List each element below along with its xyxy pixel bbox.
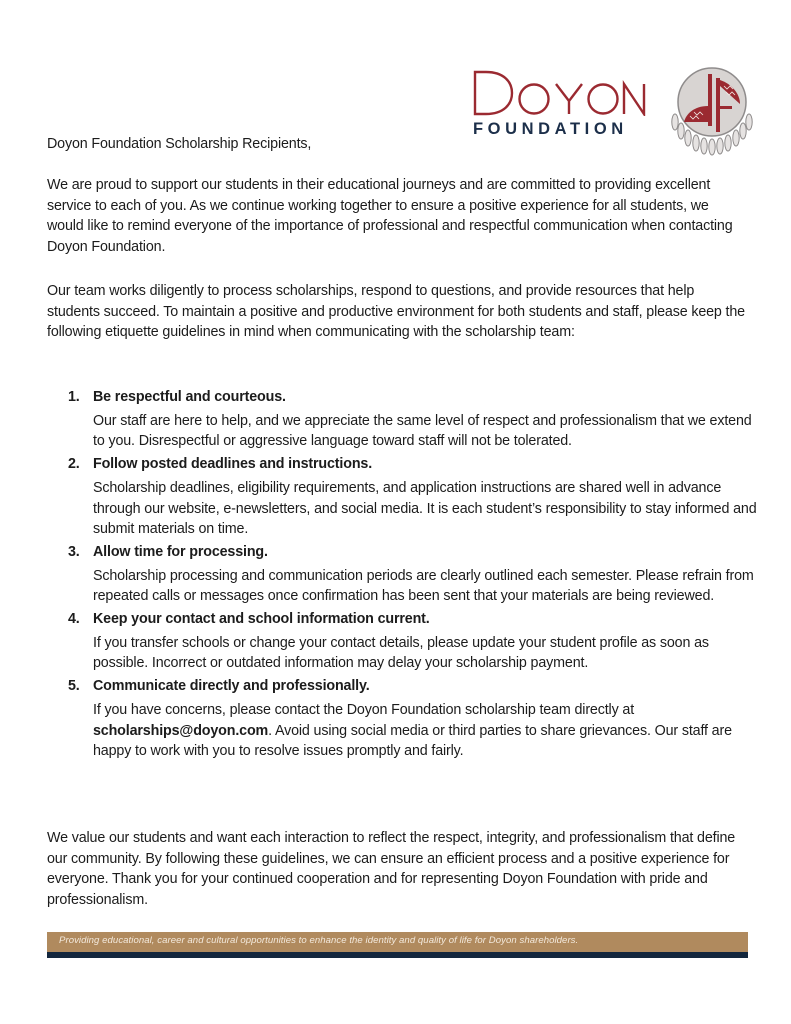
guideline-item (68, 387, 758, 452)
guideline-text-after: . Avoid using social media or third parties to share grievances. Our staff are happy to work with you to resolve issues promptly and fairly. (93, 722, 732, 760)
footer-mission-band (47, 932, 748, 952)
guideline-number: 2. (68, 456, 80, 473)
guideline-text: Scholarship processing and communication periods are clearly outlined each semester. Please refrain from repeated calls or messages once confirmation has been sent that your materials are being reviewed. (93, 567, 754, 605)
doyon-wordmark (472, 70, 648, 116)
etiquette-guidelines-list (68, 387, 758, 764)
guideline-title: Be respectful and courteous. (93, 389, 286, 405)
guideline-text (93, 700, 758, 762)
guideline-number: 4. (68, 611, 80, 628)
guideline-item (68, 609, 758, 674)
guideline-title: Follow posted deadlines and instructions. (93, 456, 373, 473)
guideline-title: Communicate directly and professionally. (93, 678, 370, 695)
guideline-text-before: If you have concerns, please contact the Doyon Foundation scholarship team directly at (93, 701, 635, 718)
guideline-text: Scholarship deadlines, eligibility requirements, and application instructions are shared well in advance through our website, e-newsletters, and social media. It is each student’s responsibility to stay informed and submit materials on time. (93, 479, 757, 538)
guideline-item (68, 454, 758, 540)
paragraph-text: Our team works diligently to process scholarships, respond to questions, and provide resources that help students succeed. To maintain a positive and productive environment for both students and staff, please keep the following etiquette guidelines in mind when communicating with the scholarship team: (47, 283, 745, 341)
salutation: Doyon Foundation Scholarship Recipients, (47, 136, 312, 152)
guideline-title: Keep your contact and school information current. (93, 611, 430, 628)
paragraph-text: We are proud to support our students in their educational journeys and are committed to providing excellent service to each of you. As we continue working together to ensure a positive experience for all students, we would like to remind everyone of the importance of professional and respectful communication when contacting Doyon Foundation. (47, 177, 733, 256)
guideline-text: If you transfer schools or change your contact details, please update your student profile as soon as possible. Incorrect or outdated information may delay your scholarship payment. (93, 634, 709, 672)
guideline-item (68, 542, 758, 607)
guideline-number: 5. (68, 678, 80, 695)
logo-subtitle: FOUNDATION (473, 120, 628, 138)
intro-paragraph-1 (47, 175, 747, 258)
footer-navy-rule (47, 952, 748, 958)
closing-paragraph (47, 828, 747, 911)
paragraph-text: We value our students and want each interaction to reflect the respect, integrity, and professionalism that define our community. By following these guidelines, we can ensure an efficient process and a positive experience for everyone. Thank you for your continued cooperation and for representing Doyon Foundation with pride and professionalism. (47, 830, 736, 909)
footer-mission-text: Providing educational, career and cultural opportunities to enhance the identity and quality of life for Doyon shareholders. (59, 935, 579, 946)
guideline-text: Our staff are here to help, and we appreciate the same level of respect and professionalism that we extend to you. Disrespectful or aggressive language toward staff will not be tolerated. (93, 412, 752, 450)
guideline-item (68, 676, 758, 762)
guideline-title: Allow time for processing. (93, 543, 268, 560)
scholarship-email-link[interactable]: scholarships@doyon.com (93, 722, 269, 739)
guideline-number: 3. (68, 543, 80, 560)
intro-paragraph-2 (47, 281, 747, 343)
guideline-number: 1. (68, 389, 80, 405)
